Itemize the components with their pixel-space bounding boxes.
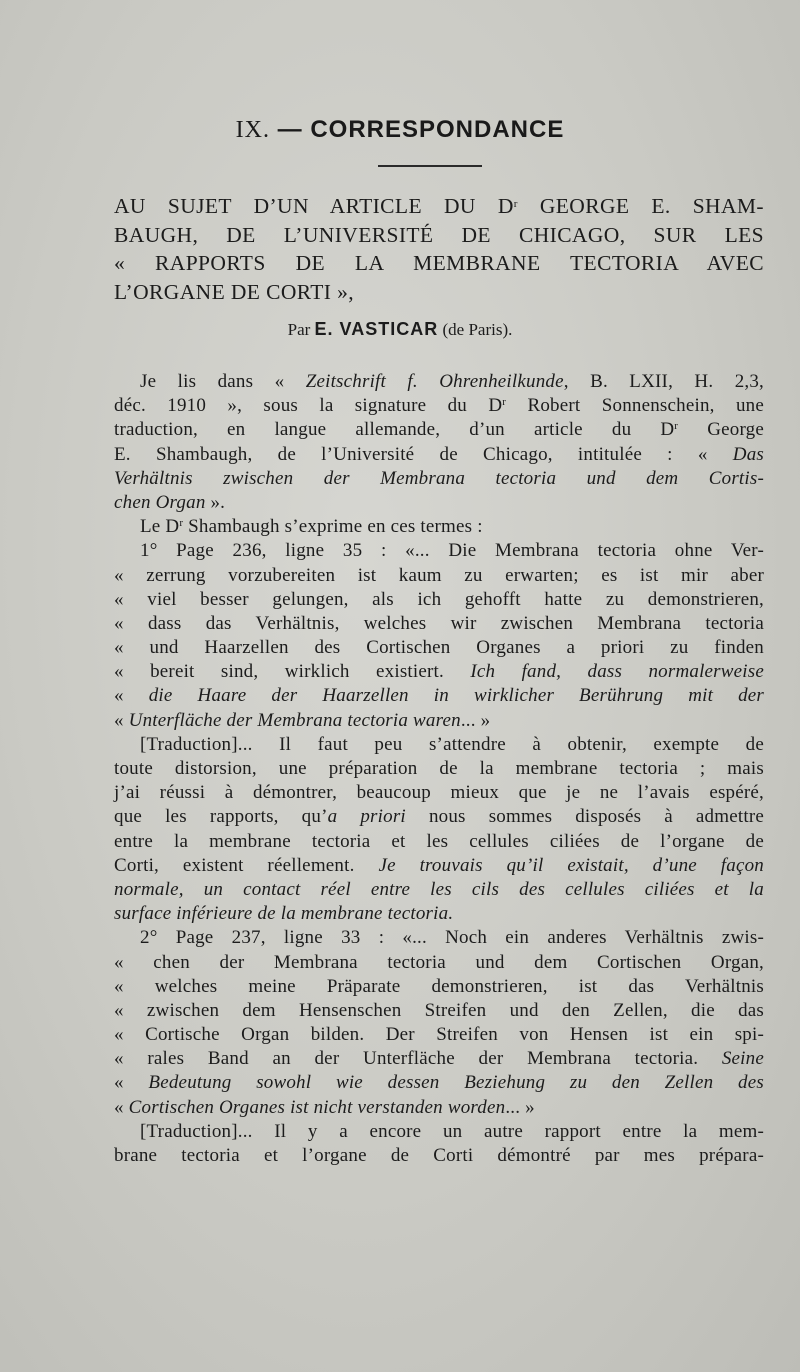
translation-line: entre la membrane tectoria et les cellules ciliées de l’organe de	[114, 830, 764, 852]
body-line: Je lis dans « Zeitschrift f. Ohrenheilkunde, B. LXII, H. 2,3,	[140, 371, 764, 392]
quote-line: « bereit sind, wirklich existiert. Ich fand, dass normalerweise	[114, 661, 764, 683]
section-number: IX.	[235, 117, 270, 143]
translation-line: [Traduction]... Il faut peu s’attendre à obtenir, exempte de	[140, 733, 764, 755]
heading-rule	[378, 165, 482, 167]
byline-author: E. VASTICAR	[314, 319, 439, 339]
section-title: CORRESPONDANCE	[310, 116, 565, 143]
quote-line: « welches meine Präparate demonstrieren, ist das Verhältnis	[114, 975, 764, 997]
subject-line-1: AU SUJET D’UN ARTICLE DU $D^r$ GEORGE E. SHAM-	[114, 194, 764, 218]
quote-line: « zwischen dem Hensenschen Streifen und den Zellen, die das	[114, 999, 764, 1021]
subject-line-3: « RAPPORTS DE LA MEMBRANE TECTORIA AVEC	[114, 251, 764, 275]
body-line: chen Organ ».	[114, 491, 226, 513]
subject-line-4: L’ORGANE DE CORTI »,	[114, 279, 355, 304]
quote-line: « und Haarzellen des Cortischen Organes a priori zu finden	[114, 637, 764, 659]
heading-dash: —	[277, 116, 303, 143]
quote-line: « rales Band an der Unterfläche der Membrana tectoria. Seine	[114, 1048, 764, 1070]
quote-line: « chen der Membrana tectoria und dem Cortischen Organ,	[114, 951, 764, 973]
translation-line: Corti, existent réellement. Je trouvais qu’il existait, d’une façon	[114, 854, 764, 876]
quote-line: « Bedeutung sowohl wie dessen Beziehung zu den Zellen des	[114, 1072, 764, 1094]
quote-line: 1° Page 236, ligne 35 : «... Die Membrana tectoria ohne Ver-	[140, 540, 764, 562]
quote-line: « viel besser gelungen, als ich gehofft hatte zu demonstrieren,	[114, 588, 764, 610]
translation-line: toute distorsion, une préparation de la membrane tectoria ; mais	[114, 758, 764, 779]
quote-line: « zerrung vorzubereiten ist kaum zu erwarten; es ist mir aber	[114, 564, 764, 586]
body-line: Le $D^r$ Shambaugh s’exprime en ces termes :	[140, 516, 483, 538]
body-line: déc. 1910 », sous la signature du $D^r$ Robert Sonnenschein, une	[114, 395, 764, 417]
translation-line: [Traduction]... Il y a encore un autre rapport entre la mem-	[140, 1120, 764, 1142]
translation-line: brane tectoria et l’organe de Corti démontré par mes prépara-	[114, 1145, 764, 1166]
article-body	[114, 370, 764, 1168]
body-line: Verhältnis zwischen der Membrana tectoria und dem Cortis-	[114, 467, 764, 489]
section-heading	[0, 116, 800, 144]
byline-suffix: (de Paris).	[442, 320, 513, 339]
translation-line: normale, un contact réel entre les cils des cellules ciliées et la	[114, 878, 764, 900]
quote-line: « die Haare der Haarzellen in wirklicher Berührung mit der	[114, 685, 765, 707]
byline	[0, 319, 800, 340]
quote-line: « dass das Verhältnis, welches wir zwischen Membrana tectoria	[114, 612, 764, 634]
quote-line: « Cortische Organ bilden. Der Streifen von Hensen ist ein spi-	[114, 1024, 764, 1046]
quote-line: « Cortischen Organes ist nicht verstanden worden... »	[114, 1096, 535, 1118]
byline-prefix: Par	[287, 320, 311, 339]
translation-line: que les rapports, qu’a priori nous sommes disposés à admettre	[114, 806, 764, 828]
article-subject	[114, 192, 764, 306]
translation-line: j’ai réussi à démontrer, beaucoup mieux que je ne l’avais espéré,	[114, 782, 764, 804]
body-line: E. Shambaugh, de l’Université de Chicago, intitulée : « Das	[114, 443, 764, 465]
subject-line-2: BAUGH, DE L’UNIVERSITÉ DE CHICAGO, SUR LES	[114, 222, 764, 247]
quote-line: « Unterfläche der Membrana tectoria waren... »	[114, 709, 491, 731]
body-line: traduction, en langue allemande, d’un article du $D^r$ George	[114, 419, 764, 441]
quote-line: 2° Page 237, ligne 33 : «... Noch ein anderes Verhältnis zwis-	[140, 927, 764, 949]
translation-line: surface inférieure de la membrane tectoria.	[114, 903, 454, 925]
